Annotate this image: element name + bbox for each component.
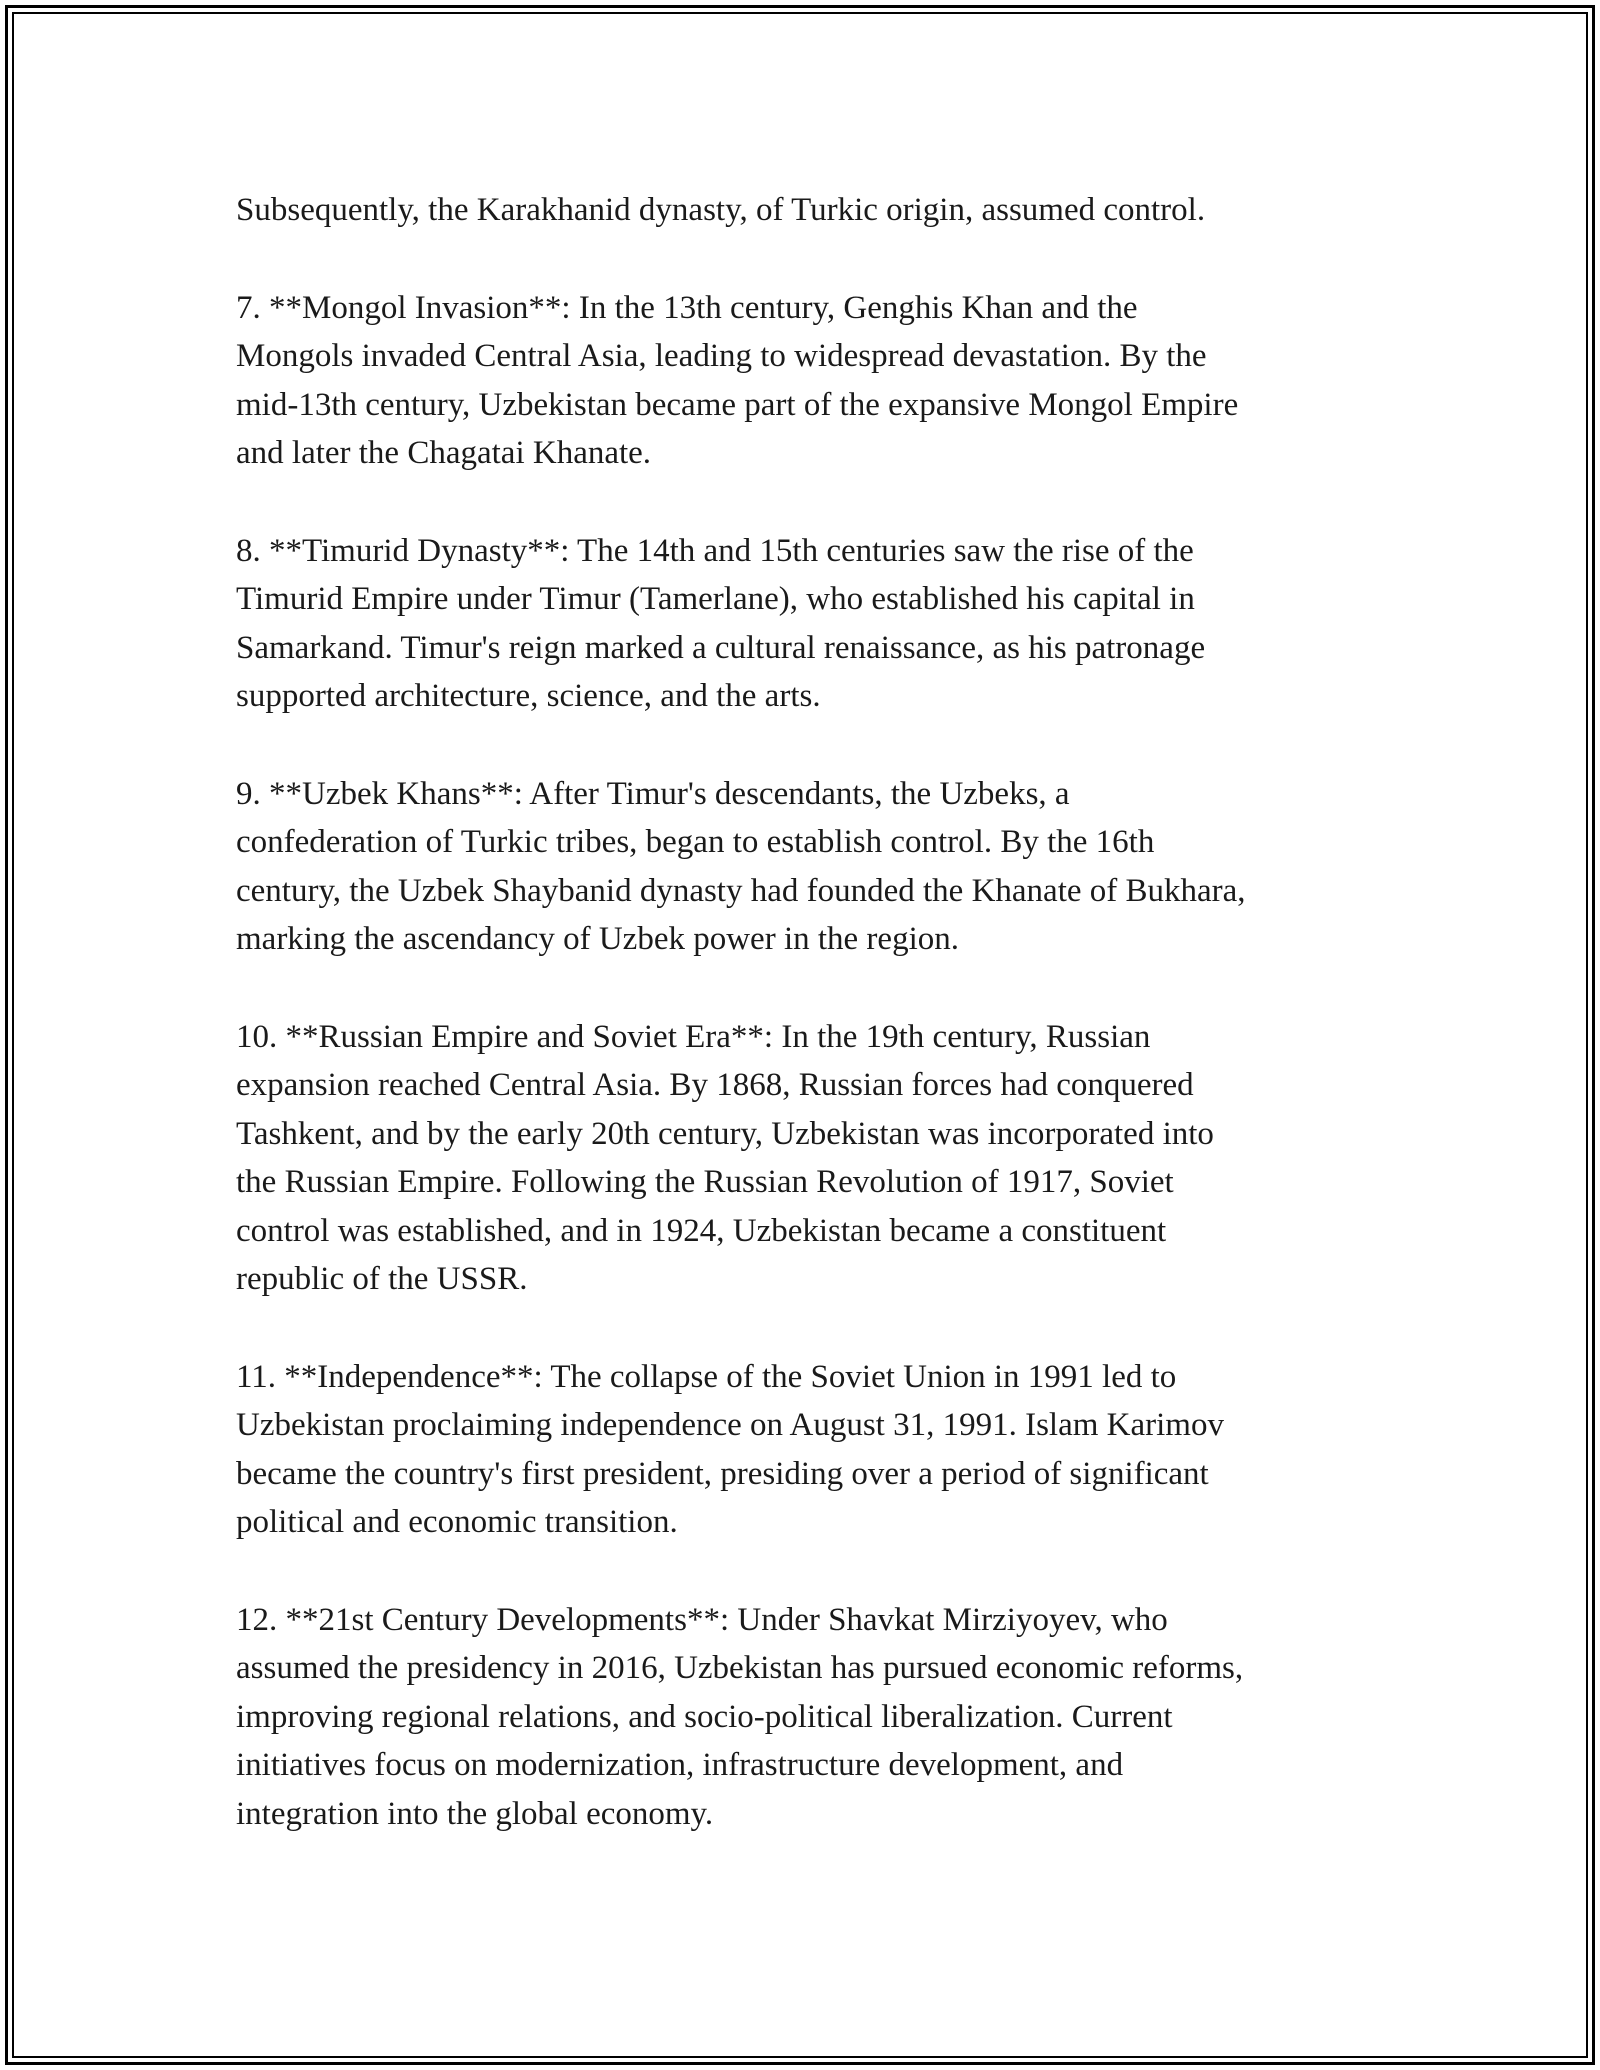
paragraph-independence: 11. **Independence**: The collapse of the Soviet Union in 1991 led to Uzbekistan proclaiming independence on August 31, 1991. Islam Karimov became the country's first president, presiding over a period of significant political and economic transition. <box>236 1358 1224 1540</box>
paragraph-21st-century: 12. **21st Century Developments**: Under Shavkat Mirziyoyev, who assumed the presidency in 2016, Uzbekistan has pursued economic reforms, improving regional relations, and socio-political liberalization. Current initiatives focus on modernization, infrastructure development, and integration into the global economy. <box>236 1601 1244 1832</box>
document-body <box>236 186 1386 1887</box>
paragraph-mongol-invasion: 7. **Mongol Invasion**: In the 13th century, Genghis Khan and the Mongols invaded Central Asia, leading to widespread devastation. By the mid-13th century, Uzbekistan became part of the expansive Mongol Empire and later the Chagatai Khanate. <box>236 289 1239 471</box>
paragraph-karakhanid: Subsequently, the Karakhanid dynasty, of Turkic origin, assumed control. <box>236 192 1206 228</box>
paragraph-russian-soviet-era: 10. **Russian Empire and Soviet Era**: In the 19th century, Russian expansion reached Central Asia. By 1868, Russian forces had conquered Tashkent, and by the early 20th century, Uzbekistan was incorporated into the Russian Empire. Following the Russian Revolution of 1917, Soviet control was established, and in 1924, Uzbekistan became a constituent republic of the USSR. <box>236 1018 1214 1297</box>
paragraph-uzbek-khans: 9. **Uzbek Khans**: After Timur's descendants, the Uzbeks, a confederation of Turkic tribes, began to establish control. By the 16th century, the Uzbek Shaybanid dynasty had founded the Khanate of Bukhara, marking the ascendancy of Uzbek power in the region. <box>236 775 1246 957</box>
paragraph-timurid-dynasty: 8. **Timurid Dynasty**: The 14th and 15th centuries saw the rise of the Timurid Empire under Timur (Tamerlane), who established his capital in Samarkand. Timur's reign marked a cultural renaissance, as his patronage supported architecture, science, and the arts. <box>236 532 1206 714</box>
